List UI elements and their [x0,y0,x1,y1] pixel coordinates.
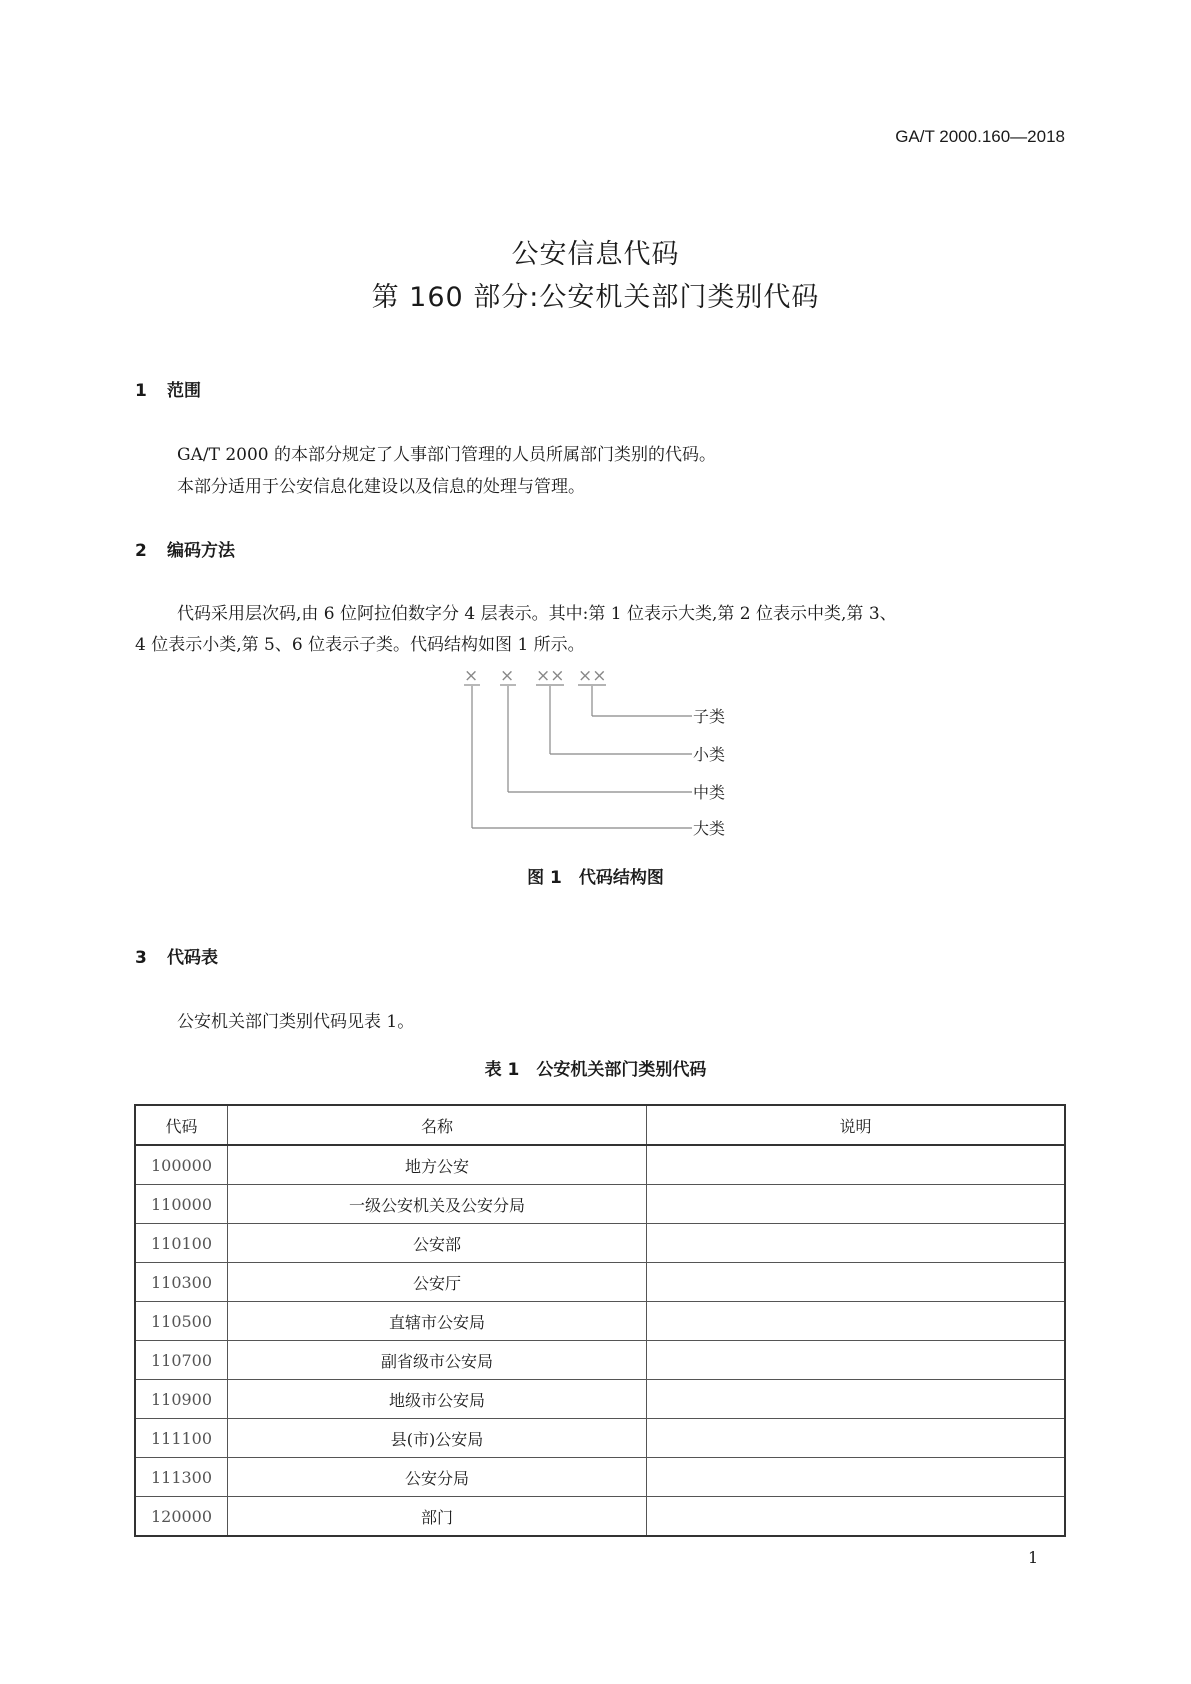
cell-name: 公安厅 [228,1263,647,1302]
cell-code: 111100 [135,1419,228,1458]
cell-name: 县(市)公安局 [228,1419,647,1458]
col-header-code: 代码 [135,1105,228,1145]
section-heading-3 [135,943,218,968]
cell-name: 公安部 [228,1224,647,1263]
section-number: 1 [135,381,147,401]
table-row [135,1302,1065,1341]
cell-description [647,1302,1066,1341]
paragraph: 公安机关部门类别代码见表 1。 [177,1012,415,1032]
doc-subtitle: 第 160 部分:公安机关部门类别代码 [371,282,820,313]
cell-code: 110900 [135,1380,228,1419]
table-row [135,1380,1065,1419]
table-row [135,1497,1065,1537]
section-title: 范围 [167,381,201,401]
table-header-row [135,1105,1065,1145]
table-row [135,1458,1065,1497]
cell-name: 一级公安机关及公安分局 [228,1185,647,1224]
figure-caption: 图 1 代码结构图 [527,868,664,888]
digit-mark: ×× [536,666,565,686]
section-title: 编码方法 [167,541,235,561]
table-row [135,1263,1065,1302]
code-structure-diagram [440,660,760,850]
digit-mark: ×× [578,666,607,686]
page-number: 1 [1028,1548,1039,1567]
cell-code: 100000 [135,1145,228,1185]
cell-description [647,1458,1066,1497]
label-sub-category: 子类 [693,707,726,726]
cell-name: 地方公安 [228,1145,647,1185]
col-header-name: 名称 [228,1105,647,1145]
label-major-category: 大类 [693,819,726,838]
digit-mark: × [464,666,479,686]
cell-name: 部门 [228,1497,647,1537]
label-minor-category: 小类 [693,745,726,764]
cell-description [647,1419,1066,1458]
cell-description [647,1145,1066,1185]
cell-description [647,1224,1066,1263]
cell-name: 公安分局 [228,1458,647,1497]
section-number: 3 [135,948,147,968]
cell-description [647,1380,1066,1419]
code-table [134,1104,1066,1537]
table-row [135,1185,1065,1224]
cell-code: 110300 [135,1263,228,1302]
section-title: 代码表 [167,948,218,968]
table-row [135,1145,1065,1185]
label-middle-category: 中类 [693,783,726,802]
cell-code: 110700 [135,1341,228,1380]
cell-code: 110000 [135,1185,228,1224]
paragraph: 代码采用层次码,由 6 位阿拉伯数字分 4 层表示。其中:第 1 位表示大类,第 2 位表示中类,第 3、 [177,604,897,624]
paragraph: 4 位表示小类,第 5、6 位表示子类。代码结构如图 1 所示。 [135,635,585,655]
section-number: 2 [135,541,147,561]
section-heading-2 [135,536,235,561]
table-row [135,1419,1065,1458]
table-row [135,1224,1065,1263]
digit-mark: × [500,666,515,686]
cell-description [647,1185,1066,1224]
cell-code: 111300 [135,1458,228,1497]
standard-code: GA/T 2000.160—2018 [895,127,1065,146]
table-caption: 表 1 公安机关部门类别代码 [484,1060,707,1080]
cell-name: 地级市公安局 [228,1380,647,1419]
cell-description [647,1263,1066,1302]
cell-code: 110500 [135,1302,228,1341]
table-row [135,1341,1065,1380]
cell-description [647,1341,1066,1380]
cell-name: 副省级市公安局 [228,1341,647,1380]
paragraph: 本部分适用于公安信息化建设以及信息的处理与管理。 [177,477,585,497]
cell-description [647,1497,1066,1537]
cell-code: 110100 [135,1224,228,1263]
col-header-description: 说明 [647,1105,1066,1145]
cell-code: 120000 [135,1497,228,1537]
doc-title: 公安信息代码 [511,239,680,270]
paragraph: GA/T 2000 的本部分规定了人事部门管理的人员所属部门类别的代码。 [177,445,716,465]
cell-name: 直辖市公安局 [228,1302,647,1341]
section-heading-1 [135,376,201,401]
